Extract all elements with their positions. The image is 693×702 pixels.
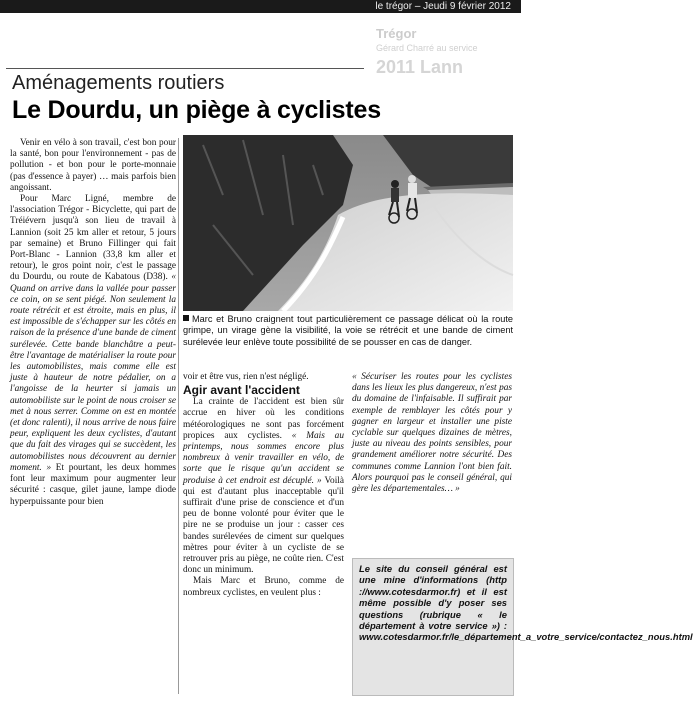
paragraph-marc xyxy=(10,194,176,508)
quote-text: « Quand on arrive dans la vallée pour passer ce coin, on se sent piégé. Non seulement la route rétrécit et est étroite, mais en plus, il est impossible de s'échapper sur les côtés en raison de la présence d'une bande de ciment surélevée. Cette bande blanchâtre a peut-être l'avantage de matérialiser la route pour les automobilistes, mais comme elle est juste à hauteur de notre pédalier, on a l'angoisse de la heurter si jamais un automobiliste sur le point de nous croiser se met à nous serrer. Comme on est en montée (et donc ralenti), il nous arrive de nous faire peur, expliquent les deux cyclistes, d'autant que du fait des virages qui se succèdent, les automobilistes nous découvrent au dernier moment. » xyxy=(10,272,176,473)
paragraph-text: Mais Marc et Bruno, comme de nombreux cyclistes, en veulent plus : xyxy=(183,576,344,598)
caption-bullet-icon xyxy=(183,315,189,321)
column-divider xyxy=(178,138,179,694)
bleed-line-3: 2011 Lann xyxy=(376,57,464,77)
page-header-text: le trégor – Jeudi 9 février 2012 xyxy=(375,1,511,12)
article-title: Le Dourdu, un piège à cyclistes xyxy=(12,96,381,124)
bleed-through-text xyxy=(376,26,516,106)
quote-continued: « Sécuriser les routes pour les cyclistes dans les lieux les plus dangereux, n'est pas du domaine de l'infaisable. Il suffirait par exemple de remblayer les côtés pour y gagner en largeur et installer une piste cyclable sur quelques dizaines de mètres, juste au niveau des points sensibles, pour grandement améliorer notre sécurité. Des communes comme Lannion l'ont bien fait. Alors pourquoi pas le conseil général, qui gère les départementales… » xyxy=(352,372,512,495)
article-column-2 xyxy=(183,372,344,599)
article-kicker: Aménagements routiers xyxy=(12,72,225,94)
paragraph-intro xyxy=(10,138,176,194)
photo-caption xyxy=(183,314,513,348)
kicker-rule xyxy=(6,68,364,69)
cyclists-photo-illustration xyxy=(183,135,513,311)
quote-text: « Mais au printemps, nous sommes encore plus nombreux à venir travailler en vélo, de sorte que le risque qu'un accident se produise à cet endroit est décuplé. » xyxy=(183,430,344,486)
info-box-text: Le site du conseil général est une mine d'informations (http ://www.cotesdarmor.fr) et il est même possible d'y poser ses questions (rubrique « le département à votre service ») : www.cotesdarmor.fr/le_département_a_votre_service/contactez_nous.html xyxy=(359,563,693,643)
paragraph-text: Pour Marc Ligné, membre de l'association Trégor - Bicyclette, qui part de Tréiévern jusqu'à son lieu de travail à Lannion (soit 25 km aller et retour, 5 jours par semaine) et Bruno Fillinger qui fait Port-Blanc - Lannion (33,8 km aller et retour), le gros point noir, c'est le passage du Dourdu, ou route de Kabatous (D38). xyxy=(10,194,176,283)
paragraph-text: Voilà qui est d'autant plus inacceptable qu'il suffirait d'une prise de conscience et d'un peu de bonne volonté pour éviter que le pire ne se produise un jour : casser ces bandes surélevées de ciment sur quelques mètres pour éviter à un cycliste de se retrouver pris au piège, ne coûte rien. C'est donc un minimum. xyxy=(183,475,344,576)
paragraph-text: Venir en vélo à son travail, c'est bon pour la santé, bon pour l'environnement - pas de pollution - et bon pour le porte-monnaie (pas d'essence à payer) … mais parfois bien angoissant. xyxy=(10,138,176,193)
article-photo xyxy=(183,135,513,311)
bleed-line-1: Trégor xyxy=(376,26,417,41)
info-box xyxy=(352,558,693,696)
paragraph-marc-bruno xyxy=(183,576,344,598)
page-header-bar xyxy=(0,0,521,13)
article-column-1 xyxy=(10,138,176,508)
paragraph-text: La crainte de l'accident est bien sûr accrue en hiver où les conditions météorologiques ne sont pas forcément propices aux cyclistes. xyxy=(183,397,344,441)
paragraph-continued xyxy=(183,372,344,383)
paragraph-crainte xyxy=(183,397,344,576)
paragraph-text: Et pourtant, les deux hommes font leur maximum pour augmenter leur sécurité : casque, gilet jaune, lampe diode hyperpuissante pour bien xyxy=(10,462,176,507)
bleed-line-2: Gérard Charré au service xyxy=(376,43,478,53)
paragraph-text: voir et être vus, rien n'est négligé. xyxy=(183,372,309,382)
article-subheading: Agir avant l'accident xyxy=(183,383,300,398)
caption-text: Marc et Bruno craignent tout particulièrement ce passage délicat où la route grimpe, un virage gène la visibilité, la voie se rétrécit et une bande de ciment surélevée leur enlève toute possibilité de se pousser en cas de danger. xyxy=(183,314,513,347)
article-column-3 xyxy=(352,372,512,495)
